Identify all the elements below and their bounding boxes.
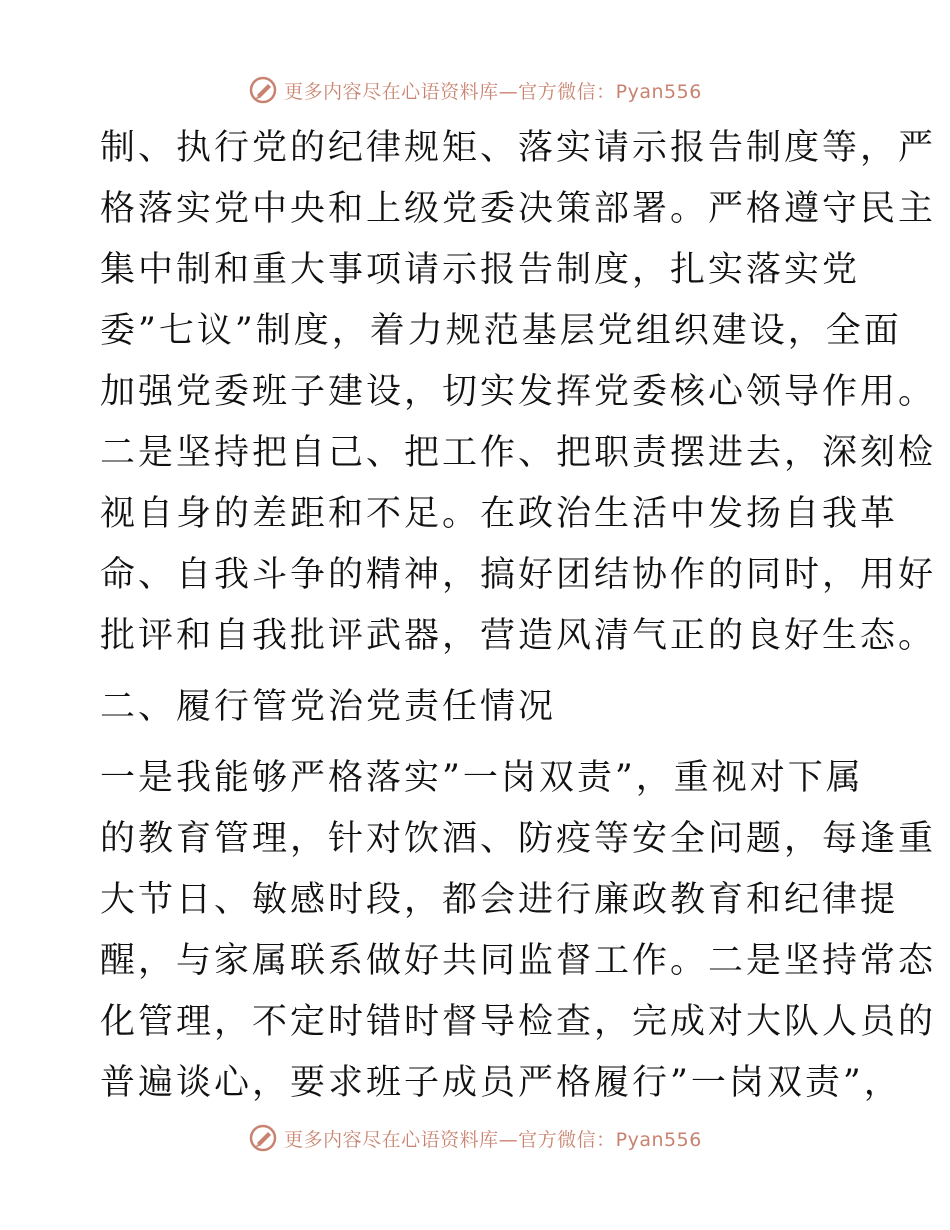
- text-line: 批评和自我批评武器，营造风清气正的良好生态。: [100, 616, 937, 656]
- text-line: 的教育管理，针对饮酒、防疫等安全问题，每逢重: [100, 819, 937, 859]
- text-line: 大节日、敏感时段，都会进行廉政教育和纪律提: [100, 880, 899, 920]
- text-line: 委”七议”制度，着力规范基层党组织建设，全面: [100, 311, 902, 351]
- brand-logo-icon: [248, 1123, 278, 1153]
- watermark-text: 更多内容尽在心语资料库—官方微信：Pyan556: [284, 1128, 702, 1151]
- paragraph-2: [100, 748, 937, 1114]
- header-watermark: [0, 70, 950, 110]
- text-line: 视自身的差距和不足。在政治生活中发扬自我革: [100, 494, 899, 534]
- text-line: 醒，与家属联系做好共同监督工作。二是坚持常态: [100, 941, 937, 981]
- paragraph-1: [100, 118, 937, 667]
- text-line: 化管理，不定时错时督导检查，完成对大队人员的: [100, 1002, 937, 1042]
- brand-logo-icon: [248, 75, 278, 105]
- footer-watermark: [0, 1118, 950, 1158]
- document-body: [100, 118, 937, 1114]
- text-line: 普遍谈心，要求班子成员严格履行”一岗双责”，: [100, 1063, 902, 1103]
- text-line: 一是我能够严格落实”一岗双责”，重视对下属: [100, 758, 864, 798]
- section-heading: 二、履行管党治党责任情况: [100, 687, 557, 727]
- text-line: 二是坚持把自己、把工作、把职责摆进去，深刻检: [100, 433, 937, 473]
- text-line: 加强党委班子建设，切实发挥党委核心领导作用。: [100, 372, 937, 412]
- text-line: 集中制和重大事项请示报告制度，扎实落实党: [100, 250, 861, 290]
- text-line: 命、自我斗争的精神，搞好团结协作的同时，用好: [100, 555, 937, 595]
- text-line: 制、执行党的纪律规矩、落实请示报告制度等，严: [100, 128, 937, 168]
- watermark-text: 更多内容尽在心语资料库—官方微信：Pyan556: [284, 80, 702, 103]
- text-line: 格落实党中央和上级党委决策部署。严格遵守民主: [100, 189, 937, 229]
